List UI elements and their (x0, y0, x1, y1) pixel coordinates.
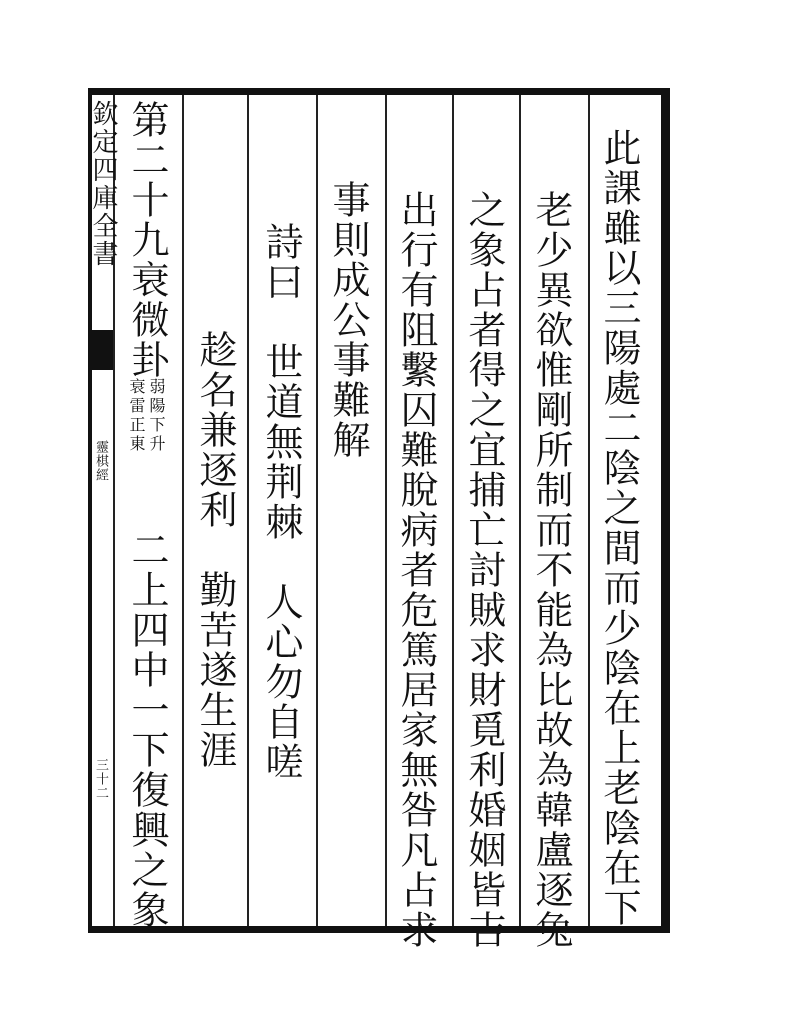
column-rule (385, 95, 387, 926)
column-rule (247, 95, 249, 926)
poem-line-2: 趁名兼逐利 勤苦遂生涯 (193, 330, 237, 770)
text-column-4: 出行有阻繫囚難脫病者危篤居家無咎凡占求 (394, 190, 438, 950)
frame-top-rule (88, 88, 670, 95)
hexagram-note-2: 衰雷正東 (127, 378, 146, 454)
text-column-1: 此課雖以三陽處二陰之間而少陰在上老陰在下 (597, 128, 641, 928)
hexagram-trigram: 二上四中一下復興之象 (125, 530, 169, 930)
column-rule (316, 95, 318, 926)
book-title: 欽定四庫全書 (88, 100, 118, 268)
poem-line-1: 詩曰 世道無荆棘 人心勿自嗟 (259, 222, 303, 782)
hexagram-note-1: 弱陽下升 (147, 378, 166, 454)
hexagram-title: 第二十九衰微卦 (125, 100, 169, 380)
column-rule (452, 95, 454, 926)
section-title: 靈棋經 (93, 440, 108, 482)
frame-bottom-rule (88, 926, 670, 933)
fishtail-block (92, 330, 113, 370)
folio-number: 三十二 (93, 758, 108, 800)
column-rule (588, 95, 590, 926)
column-rule (519, 95, 521, 926)
frame-right-rule (661, 88, 670, 933)
text-column-5: 事則成公事難解 (326, 180, 370, 460)
text-column-3: 之象占者得之宜捕亡討賊求財覓利婚姻皆吉 (462, 190, 506, 950)
column-rule (182, 95, 184, 926)
text-column-2: 老少異欲惟剛所制而不能為比故為韓盧逐兔 (529, 190, 573, 950)
